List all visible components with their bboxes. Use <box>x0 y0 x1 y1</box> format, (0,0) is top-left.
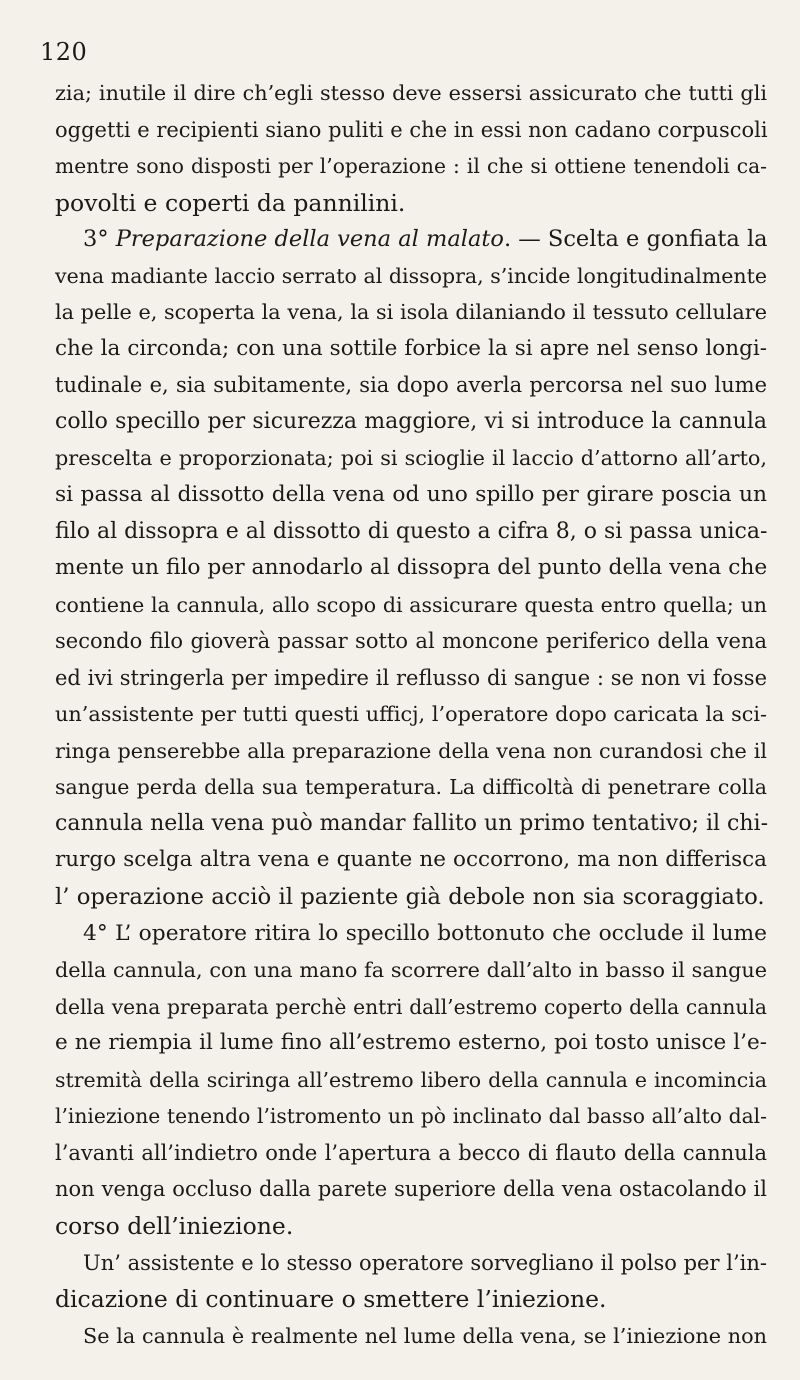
text-line <box>55 331 767 368</box>
text-line <box>55 879 767 916</box>
line-text: Un’ assistente e lo stesso operatore sorvegliano il polso per l’in- <box>83 1250 767 1275</box>
text-line <box>55 1318 767 1355</box>
text-line <box>55 148 767 185</box>
text-line <box>55 696 767 733</box>
text-line <box>55 842 767 879</box>
line-text: la pelle e, scoperta la vena, la si isola dilaniando il tessuto cellulare <box>55 300 767 325</box>
line-text: e ne riempia il lume fino all’estremo esterno, poi tosto unisce l’e- <box>55 1030 767 1056</box>
text-line <box>55 587 767 624</box>
text-line <box>55 550 767 587</box>
line-text: sangue perda della sua temperatura. La difficoltà di penetrare colla <box>55 775 767 800</box>
line-text: povolti e coperti da pannilini. <box>55 188 406 217</box>
line-text: cannula nella vena può mandar fallito un primo tentativo; il chi- <box>55 810 769 836</box>
text-line <box>55 952 767 989</box>
line-text: non venga occluso dalla parete superiore della vena ostacolando il <box>55 1177 767 1202</box>
text-line <box>55 75 767 112</box>
text-line <box>55 1245 767 1282</box>
line-text: rurgo scelga altra vena e quante ne occorrono, ma non differisca <box>55 847 767 873</box>
line-text: filo al dissopra e al dissotto di questo a cifra 8, o si passa unica- <box>55 518 768 544</box>
section-heading: Preparazione della vena al malato <box>115 226 504 253</box>
text-line <box>55 916 767 953</box>
text-line <box>55 660 767 697</box>
line-text: mentre sono disposti per l’operazione : il che si ottiene tenendoli ca- <box>55 154 767 179</box>
text-line <box>55 440 767 477</box>
line-text: zia; inutile il dire ch’egli stesso deve essersi assicurato che tutti gli <box>55 81 767 105</box>
line-text: corso dell’iniezione. <box>55 1211 294 1240</box>
page-number: 120 <box>40 38 88 66</box>
body-text <box>55 75 767 1354</box>
line-text: si passa al dissotto della vena od uno spillo per girare poscia un <box>55 482 767 508</box>
line-text: dicazione di continuare o smettere l’iniezione. <box>55 1285 607 1314</box>
line-text: tudinale e, sia subitamente, sia dopo averla percorsa nel suo lume <box>55 373 767 398</box>
text-line <box>55 806 767 843</box>
line-text: oggetti e recipienti siano puliti e che in essi non cadano corpuscoli <box>55 117 768 142</box>
line-text: l’avanti all’indietro onde l’apertura a becco di flauto della cannula <box>55 1140 767 1165</box>
line-text: mente un filo per annodarlo al dissopra del punto della vena che <box>55 555 768 581</box>
line-text: prescelta e proporzionata; poi si scioglie il laccio d’attorno all’arto, <box>55 446 767 471</box>
section-number: 3° <box>83 226 116 253</box>
text-line <box>55 367 767 404</box>
text-line <box>55 623 767 660</box>
text-line <box>55 1281 767 1318</box>
text-line <box>55 404 767 441</box>
line-text: un’assistente per tutti questi ufficj, l’operatore dopo caricata la sci- <box>55 702 767 727</box>
line-text: secondo filo gioverà passar sotto al moncone periferico della vena <box>55 629 767 654</box>
line-text: l’iniezione tenendo l’istromento un pò inclinato dal basso all’alto dal- <box>55 1104 767 1129</box>
text-line <box>55 989 767 1026</box>
text-line <box>55 221 767 258</box>
line-text: stremità della sciringa all’estremo libero della cannula e incomincia <box>55 1067 767 1092</box>
line-text: collo specillo per sicurezza maggiore, vi si introduce la cannula <box>55 408 767 434</box>
text-line <box>55 1171 767 1208</box>
line-text: ed ivi stringerla per impedire il reflusso di sangue : se non vi fosse <box>55 665 767 690</box>
line-text: Se la cannula è realmente nel lume della vena, se l’iniezione non <box>83 1323 767 1348</box>
line-text: l’ operazione acciò il paziente già debole non sia scoraggiato. <box>55 884 765 911</box>
line-text: vena madiante laccio serrato al dissopra, s’incide longitudinalmente <box>55 263 767 288</box>
line-text: . — Scelta e gonfiata la <box>503 226 768 253</box>
text-line <box>55 477 767 514</box>
line-text: che la circonda; con una sottile forbice la si apre nel senso longi- <box>55 335 767 361</box>
line-text: ringa penserebbe alla preparazione della vena non curandosi che il <box>55 738 767 763</box>
text-line <box>55 1135 767 1172</box>
text-line <box>55 112 767 149</box>
line-text: della vena preparata perchè entri dall’estremo coperto della cannula <box>55 994 767 1019</box>
text-line <box>55 1062 767 1099</box>
line-text: 4° L’ operatore ritira lo specillo bottonuto che occlude il lume <box>83 920 767 946</box>
text-line <box>55 514 767 551</box>
text-line <box>55 1098 767 1135</box>
text-line <box>55 258 767 295</box>
text-line <box>55 294 767 331</box>
text-line <box>55 769 767 806</box>
text-line <box>55 733 767 770</box>
line-text: della cannula, con una mano fa scorrere dall’alto in basso il sangue <box>55 958 767 983</box>
line-text: contiene la cannula, allo scopo di assicurare questa entro quella; un <box>55 592 767 617</box>
text-line <box>55 1025 767 1062</box>
text-line <box>55 185 767 222</box>
text-line <box>55 1208 767 1245</box>
